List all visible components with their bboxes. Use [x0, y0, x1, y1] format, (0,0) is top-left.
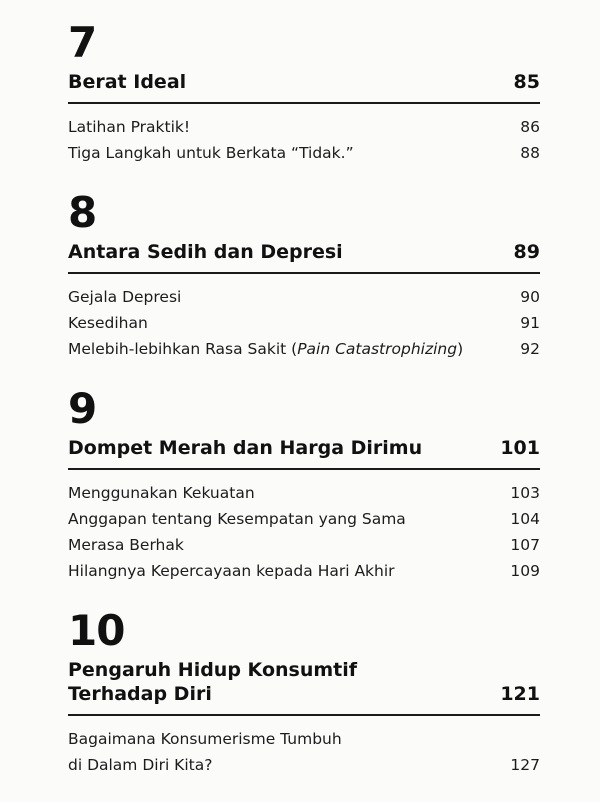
chapter-heading: [68, 70, 540, 94]
chapter-9: [68, 384, 540, 584]
entry-page-number: 107: [510, 536, 540, 554]
chapter-divider: [68, 714, 540, 716]
toc-entry: [68, 336, 540, 362]
entry-title-italic: Pain Catastrophizing: [297, 340, 458, 358]
chapter-divider: [68, 102, 540, 104]
chapter-number: 8: [68, 188, 97, 237]
chapter-title-line-2: Terhadap Diri: [68, 683, 212, 705]
entry-page-number: 92: [520, 340, 540, 358]
entry-page-number: 90: [520, 288, 540, 306]
entry-page-number: 109: [510, 562, 540, 580]
chapter-page-number: 101: [500, 437, 540, 459]
entry-page-number: 104: [510, 510, 540, 528]
entry-title: Anggapan tentang Kesempatan yang Sama: [68, 510, 406, 528]
chapter-7: [68, 18, 540, 166]
toc-entry: [68, 140, 540, 166]
toc-entry: [68, 114, 540, 140]
toc-entry: [68, 480, 540, 506]
entry-title-main: Melebih-lebihkan Rasa Sakit (: [68, 340, 298, 358]
entry-title: Latihan Praktik!: [68, 118, 191, 136]
entry-page-number: 88: [520, 144, 540, 162]
entry-page-number: 127: [510, 756, 540, 774]
entry-title: Kesedihan: [68, 314, 148, 332]
chapter-number: 7: [68, 18, 97, 67]
toc-entry: [68, 726, 540, 778]
toc-entry: [68, 506, 540, 532]
chapter-title: Antara Sedih dan Depresi: [68, 241, 343, 263]
toc-entry: [68, 558, 540, 584]
chapter-page-number: 89: [513, 241, 540, 263]
chapter-heading: [68, 658, 540, 706]
entry-title: Hilangnya Kepercayaan kepada Hari Akhir: [68, 562, 395, 580]
entry-title-line-2: di Dalam Diri Kita?: [68, 756, 213, 774]
entry-page-number: 86: [520, 118, 540, 136]
chapter-title: [68, 658, 357, 706]
chapter-divider: [68, 468, 540, 470]
chapter-title: Berat Ideal: [68, 71, 187, 93]
chapter-heading: [68, 240, 540, 264]
entry-page-number: 91: [520, 314, 540, 332]
toc-entry: [68, 532, 540, 558]
chapter-8: [68, 188, 540, 362]
entry-title-end: ): [457, 340, 464, 358]
entry-title: Tiga Langkah untuk Berkata “Tidak.”: [68, 144, 354, 162]
chapter-divider: [68, 272, 540, 274]
entry-title: [68, 726, 342, 778]
entry-title: Gejala Depresi: [68, 288, 182, 306]
entry-title: Merasa Berhak: [68, 536, 184, 554]
chapter-title: Dompet Merah dan Harga Dirimu: [68, 437, 423, 459]
chapter-number: 10: [68, 606, 125, 655]
entry-page-number: 103: [510, 484, 540, 502]
chapter-10: [68, 606, 540, 778]
chapter-heading: [68, 436, 540, 460]
entry-title: [68, 336, 463, 362]
entry-title-line-1: Bagaimana Konsumerisme Tumbuh: [68, 730, 342, 748]
chapter-page-number: 85: [513, 71, 540, 93]
chapter-title-line-1: Pengaruh Hidup Konsumtif: [68, 659, 358, 681]
toc-entry: [68, 310, 540, 336]
toc-entry: [68, 284, 540, 310]
chapter-number: 9: [68, 384, 97, 433]
chapter-page-number: 121: [500, 683, 540, 705]
entry-title: Menggunakan Kekuatan: [68, 484, 255, 502]
